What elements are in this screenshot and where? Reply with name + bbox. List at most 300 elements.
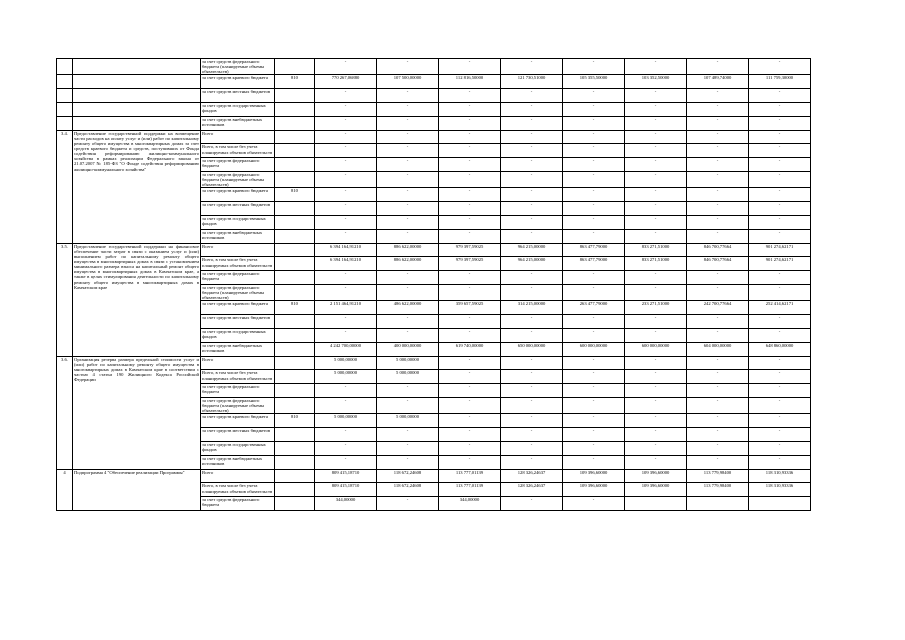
amount-cell: - [687,414,749,428]
amount-cell: - [687,103,749,117]
amount-cell: - [501,59,563,75]
amount-cell: 112 816,50000 [439,75,501,89]
amount-cell: - [749,370,811,384]
budget-code-cell [275,483,315,497]
item-number-cell [57,59,73,75]
amount-cell: - [439,398,501,414]
funding-source-cell: за счет средств федерального бюджета (планируемые объемы обязательств) [201,285,275,301]
amount-cell: - [501,370,563,384]
funding-source-cell: Всего [201,130,275,144]
amount-cell: - [439,285,501,301]
amount-cell: 105 355,50000 [563,75,625,89]
amount-cell: - [439,370,501,384]
budget-code-cell: 810 [275,414,315,428]
amount-cell: - [563,158,625,172]
amount-cell: - [377,158,439,172]
amount-cell: 113 779,98400 [687,469,749,483]
item-description-cell [73,75,201,89]
amount-cell: - [563,497,625,511]
table-row [57,103,811,117]
funding-source-cell: Всего, в том числе без учета планируемых объемов обязательств [201,144,275,158]
amount-cell: - [625,442,687,456]
amount-cell: - [377,116,439,130]
amount-cell: - [501,188,563,202]
amount-cell: 252 414,62171 [749,301,811,315]
funding-source-cell: за счет средств государственных фондов [201,329,275,343]
amount-cell: - [749,130,811,144]
amount-cell: - [749,202,811,216]
amount-cell: - [439,216,501,230]
amount-cell: - [501,216,563,230]
amount-cell: - [687,172,749,188]
amount-cell: - [687,144,749,158]
amount-cell: - [377,216,439,230]
table-row [57,356,811,370]
item-description-cell: Подпрограмма 4 "Обеспечение реализации Программы" [73,469,201,510]
amount-cell: - [439,315,501,329]
amount-cell: 486 622,00000 [377,301,439,315]
amount-cell: 118 672,24608 [377,483,439,497]
amount-cell: - [687,428,749,442]
amount-cell: 648 860,00000 [749,342,811,356]
amount-cell: - [563,116,625,130]
amount-cell: - [501,442,563,456]
amount-cell: - [439,356,501,370]
amount-cell [625,497,687,511]
amount-cell: - [315,428,377,442]
funding-source-cell: Всего [201,469,275,483]
amount-cell: - [501,428,563,442]
budget-code-cell: 810 [275,301,315,315]
amount-cell: 833 271,51000 [625,243,687,257]
amount-cell: - [377,202,439,216]
amount-cell: 109 396,60000 [563,483,625,497]
amount-cell: - [563,59,625,75]
amount-cell: - [501,130,563,144]
amount-cell: - [501,116,563,130]
budget-code-cell [275,172,315,188]
amount-cell: - [439,103,501,117]
budget-code-cell [275,455,315,469]
amount-cell: - [563,103,625,117]
funding-source-cell: Всего, в том числе без учета планируемых объемов обязательств [201,483,275,497]
amount-cell: 109 396,60000 [625,469,687,483]
budget-code-cell [275,144,315,158]
funding-source-cell: за счет средств внебюджетных источников [201,116,275,130]
amount-cell: - [625,271,687,285]
amount-cell: - [501,356,563,370]
amount-cell: 964 215,00000 [501,257,563,271]
amount-cell: - [749,172,811,188]
amount-cell: 979 397,59025 [439,257,501,271]
amount-cell: - [749,188,811,202]
item-number-cell: 3.6. [57,356,73,469]
amount-cell: - [625,202,687,216]
item-description-cell [73,103,201,117]
budget-code-cell [275,216,315,230]
funding-source-cell: Всего [201,243,275,257]
amount-cell: - [625,89,687,103]
amount-cell: - [501,103,563,117]
item-description-cell [73,116,201,130]
funding-source-cell: за счет средств государственных фондов [201,103,275,117]
amount-cell: 128 326,24637 [501,469,563,483]
amount-cell: - [439,116,501,130]
funding-source-cell: за счет средств федерального бюджета [201,158,275,172]
budget-code-cell [275,469,315,483]
amount-cell: - [315,329,377,343]
amount-cell: - [749,356,811,370]
amount-cell: - [749,271,811,285]
budget-code-cell [275,356,315,370]
budget-code-cell [275,243,315,257]
funding-source-cell: Всего, в том числе без учета планируемых объемов обязательств [201,257,275,271]
amount-cell: 846 700,77664 [687,243,749,257]
amount-cell: - [501,285,563,301]
table-row [57,130,811,144]
amount-cell: - [749,398,811,414]
item-number-cell: 3.5. [57,243,73,356]
amount-cell: - [501,144,563,158]
amount-cell: - [315,116,377,130]
budget-code-cell [275,342,315,356]
budget-code-cell [275,89,315,103]
amount-cell: - [439,89,501,103]
amount-cell: - [315,271,377,285]
amount-cell: - [563,428,625,442]
amount-cell: - [563,89,625,103]
amount-cell: 5 000,00000 [377,356,439,370]
funding-source-cell: за счет средств внебюджетных источников [201,342,275,356]
amount-cell: - [439,442,501,456]
amount-cell: - [625,59,687,75]
amount-cell: - [749,116,811,130]
amount-cell: 619 740,00000 [439,342,501,356]
amount-cell: - [749,103,811,117]
amount-cell: - [439,130,501,144]
amount-cell: 344,00000 [439,497,501,511]
amount-cell: - [563,329,625,343]
amount-cell: 400 000,00000 [377,342,439,356]
amount-cell: - [563,216,625,230]
funding-source-cell: за счет средств внебюджетных источников [201,455,275,469]
item-description-cell: Предоставление государственной поддержки на возмещение части расходов на оплату услуг и (или) работ по капитальному ремонту общего имущества в многоквартирных домах за счет средств краевого бюджета и средств, поступивших от Фонда содействия реформированию жилищно-коммунального хозяйства в рамках реализации Федерального закона от 21.07.2007 № 185-ФЗ "О Фонде содействия реформированию жилищно-коммунального хозяйства" [73,130,201,243]
table-row [57,59,811,75]
amount-cell: - [625,144,687,158]
funding-source-cell: за счет средств федерального бюджета [201,271,275,285]
table-row [57,116,811,130]
amount-cell: - [439,329,501,343]
amount-cell: 6 394 164,91210 [315,243,377,257]
budget-code-cell [275,315,315,329]
amount-cell: - [377,428,439,442]
amount-cell: 5 000,00000 [315,356,377,370]
amount-cell: - [501,414,563,428]
amount-cell: - [687,116,749,130]
amount-cell: - [749,158,811,172]
budget-code-cell [275,370,315,384]
funding-source-cell: за счет средств внебюджетных источников [201,229,275,243]
amount-cell: 6 394 164,91210 [315,257,377,271]
budget-code-cell [275,116,315,130]
amount-cell: - [625,398,687,414]
funding-source-cell: Всего, в том числе без учета планируемых объемов обязательств [201,370,275,384]
amount-cell: - [749,315,811,329]
amount-cell: - [501,89,563,103]
budget-code-cell [275,130,315,144]
budget-code-cell [275,442,315,456]
amount-cell: - [315,442,377,456]
funding-source-cell: за счет средств федерального бюджета (планируемые объемы обязательств) [201,172,275,188]
budget-code-cell: 810 [275,188,315,202]
amount-cell: - [439,172,501,188]
item-number-cell: 3.4. [57,130,73,243]
amount-cell: - [625,428,687,442]
amount-cell: - [377,229,439,243]
amount-cell: 4 242 700,00000 [315,342,377,356]
budget-code-cell [275,229,315,243]
amount-cell [687,497,749,511]
amount-cell: - [315,158,377,172]
amount-cell: 846 700,77664 [687,257,749,271]
amount-cell: - [315,59,377,75]
amount-cell: 964 215,00000 [501,243,563,257]
amount-cell: - [377,59,439,75]
amount-cell: - [315,130,377,144]
amount-cell [749,497,811,511]
amount-cell: - [625,130,687,144]
amount-cell: - [377,497,439,511]
amount-cell: - [439,229,501,243]
amount-cell: - [315,103,377,117]
amount-cell: - [687,229,749,243]
amount-cell: - [625,329,687,343]
amount-cell: - [687,130,749,144]
amount-cell: - [687,202,749,216]
amount-cell: - [687,398,749,414]
amount-cell: 113 777,01139 [439,483,501,497]
amount-cell: - [749,329,811,343]
amount-cell: - [377,172,439,188]
amount-cell: - [563,356,625,370]
amount-cell: - [687,442,749,456]
funding-source-cell: за счет средств краевого бюджета [201,414,275,428]
amount-cell: 109 396,60000 [563,469,625,483]
amount-cell: - [687,329,749,343]
amount-cell: - [501,398,563,414]
amount-cell: 809 415,18710 [315,469,377,483]
amount-cell: - [563,172,625,188]
budget-code-cell [275,398,315,414]
amount-cell: 242 700,77664 [687,301,749,315]
funding-source-cell: за счет средств краевого бюджета [201,75,275,89]
funding-source-cell: за счет средств федерального бюджета [201,384,275,398]
amount-cell: - [501,271,563,285]
amount-cell: - [563,144,625,158]
item-number-cell [57,89,73,103]
amount-cell: 314 215,00000 [501,301,563,315]
amount-cell: - [687,271,749,285]
amount-cell: - [625,103,687,117]
amount-cell: - [687,455,749,469]
amount-cell: - [749,216,811,230]
amount-cell: - [439,428,501,442]
amount-cell: - [377,89,439,103]
amount-cell: - [749,455,811,469]
funding-source-cell: Всего [201,356,275,370]
amount-cell: - [377,315,439,329]
amount-cell: 604 000,00000 [687,342,749,356]
amount-cell: 111 759,30000 [749,75,811,89]
amount-cell: 263 477,79000 [563,301,625,315]
funding-source-cell: за счет средств краевого бюджета [201,188,275,202]
amount-cell: - [377,285,439,301]
funding-source-cell: за счет средств государственных фондов [201,216,275,230]
amount-cell: 863 477,79000 [563,257,625,271]
amount-cell: - [377,329,439,343]
amount-cell: - [687,285,749,301]
amount-cell: - [439,59,501,75]
amount-cell: - [377,271,439,285]
table-row [57,469,811,483]
table-row [57,89,811,103]
amount-cell: - [749,59,811,75]
amount-cell: - [377,455,439,469]
amount-cell: - [377,130,439,144]
amount-cell: - [439,414,501,428]
budget-code-cell [275,158,315,172]
amount-cell: - [377,442,439,456]
amount-cell: - [501,202,563,216]
amount-cell: - [377,144,439,158]
table-row [57,75,811,89]
amount-cell: - [563,188,625,202]
budget-code-cell [275,497,315,511]
amount-cell: - [501,455,563,469]
amount-cell: - [563,442,625,456]
amount-cell: - [625,356,687,370]
amount-cell: - [625,158,687,172]
amount-cell: 5 000,00000 [315,414,377,428]
amount-cell: - [501,315,563,329]
amount-cell: - [687,216,749,230]
amount-cell: 128 326,24637 [501,483,563,497]
amount-cell: - [439,202,501,216]
funding-source-cell: за счет средств федерального бюджета [201,497,275,511]
budget-code-cell [275,384,315,398]
funding-source-cell: за счет средств местных бюджетов [201,315,275,329]
item-number-cell [57,116,73,130]
table-row [57,243,811,257]
funding-source-cell: за счет средств краевого бюджета [201,301,275,315]
budget-code-cell [275,285,315,301]
amount-cell: - [749,442,811,456]
amount-cell: - [439,188,501,202]
table-body [57,59,811,511]
amount-cell: - [625,414,687,428]
amount-cell: - [563,229,625,243]
amount-cell: - [377,188,439,202]
amount-cell: 600 000,00000 [625,342,687,356]
funding-source-cell: за счет средств местных бюджетов [201,89,275,103]
amount-cell: - [377,103,439,117]
amount-cell: - [625,455,687,469]
amount-cell: - [377,384,439,398]
amount-cell: 901 274,62171 [749,257,811,271]
budget-code-cell [275,59,315,75]
amount-cell: - [315,455,377,469]
item-description-cell: Предоставление государственной поддержки на финансовое обеспечение части затрат в связи с оказанием услуг и (или) выполнением работ по капитальному ремонту общего имущества в многоквартирных домах в связи с установлением минимального размера взноса на капитальный ремонт общего имущества в многоквартирных домах в Камчатском крае, а также в целях стимулирования деятельности по капитальному ремонту общего имущества в многоквартирных домах в Камчатском крае [73,243,201,356]
budget-code-cell [275,103,315,117]
amount-cell: 359 657,59025 [439,301,501,315]
amount-cell: - [687,158,749,172]
amount-cell: - [563,455,625,469]
amount-cell: - [687,59,749,75]
amount-cell: - [749,384,811,398]
amount-cell: - [315,202,377,216]
amount-cell: 2 151 464,91210 [315,301,377,315]
amount-cell: - [563,315,625,329]
budget-code-cell [275,329,315,343]
amount-cell: - [315,216,377,230]
amount-cell: 809 415,18710 [315,483,377,497]
amount-cell: - [315,285,377,301]
amount-cell: 5 000,00000 [377,370,439,384]
amount-cell: - [749,414,811,428]
amount-cell: 103 352,50000 [625,75,687,89]
funding-source-cell: за счет средств федерального бюджета (планируемые объемы обязательств) [201,398,275,414]
item-number-cell: 4 [57,469,73,510]
budget-code-cell [275,271,315,285]
amount-cell: - [501,229,563,243]
amount-cell: 5 000,00000 [315,370,377,384]
amount-cell: 901 274,62171 [749,243,811,257]
item-description-cell: Организация резерва размера предельной стоимости услуг и (или) работ по капитальному ремонту общего имущества в многоквартирных домах в Камчатском крае в соответствии с частью 4 статьи 190 Жилищного Кодекса Российской Федерации [73,356,201,469]
amount-cell: - [563,130,625,144]
amount-cell: - [749,144,811,158]
amount-cell: 886 622,00000 [377,257,439,271]
amount-cell: 107 489,74000 [687,75,749,89]
amount-cell: 121 730,51000 [501,75,563,89]
amount-cell: - [501,497,563,511]
amount-cell: - [315,384,377,398]
amount-cell: 118 672,24608 [377,469,439,483]
amount-cell: - [625,172,687,188]
amount-cell: - [315,89,377,103]
amount-cell: 863 477,79000 [563,243,625,257]
budget-table [56,58,811,511]
amount-cell: - [625,216,687,230]
budget-code-cell [275,428,315,442]
amount-cell: - [501,158,563,172]
item-number-cell [57,75,73,89]
amount-cell: 650 000,00000 [501,342,563,356]
amount-cell: 833 271,51000 [625,257,687,271]
amount-cell: - [315,229,377,243]
amount-cell: - [501,384,563,398]
budget-code-cell [275,257,315,271]
funding-source-cell: за счет средств местных бюджетов [201,202,275,216]
amount-cell: - [625,315,687,329]
amount-cell: - [687,89,749,103]
amount-cell: - [625,229,687,243]
funding-source-cell: за счет средств федерального бюджета (планируемые объемы обязательств) [201,59,275,75]
amount-cell: - [625,370,687,384]
amount-cell: 886 622,00000 [377,243,439,257]
amount-cell: - [377,398,439,414]
amount-cell: - [439,144,501,158]
amount-cell: - [563,370,625,384]
